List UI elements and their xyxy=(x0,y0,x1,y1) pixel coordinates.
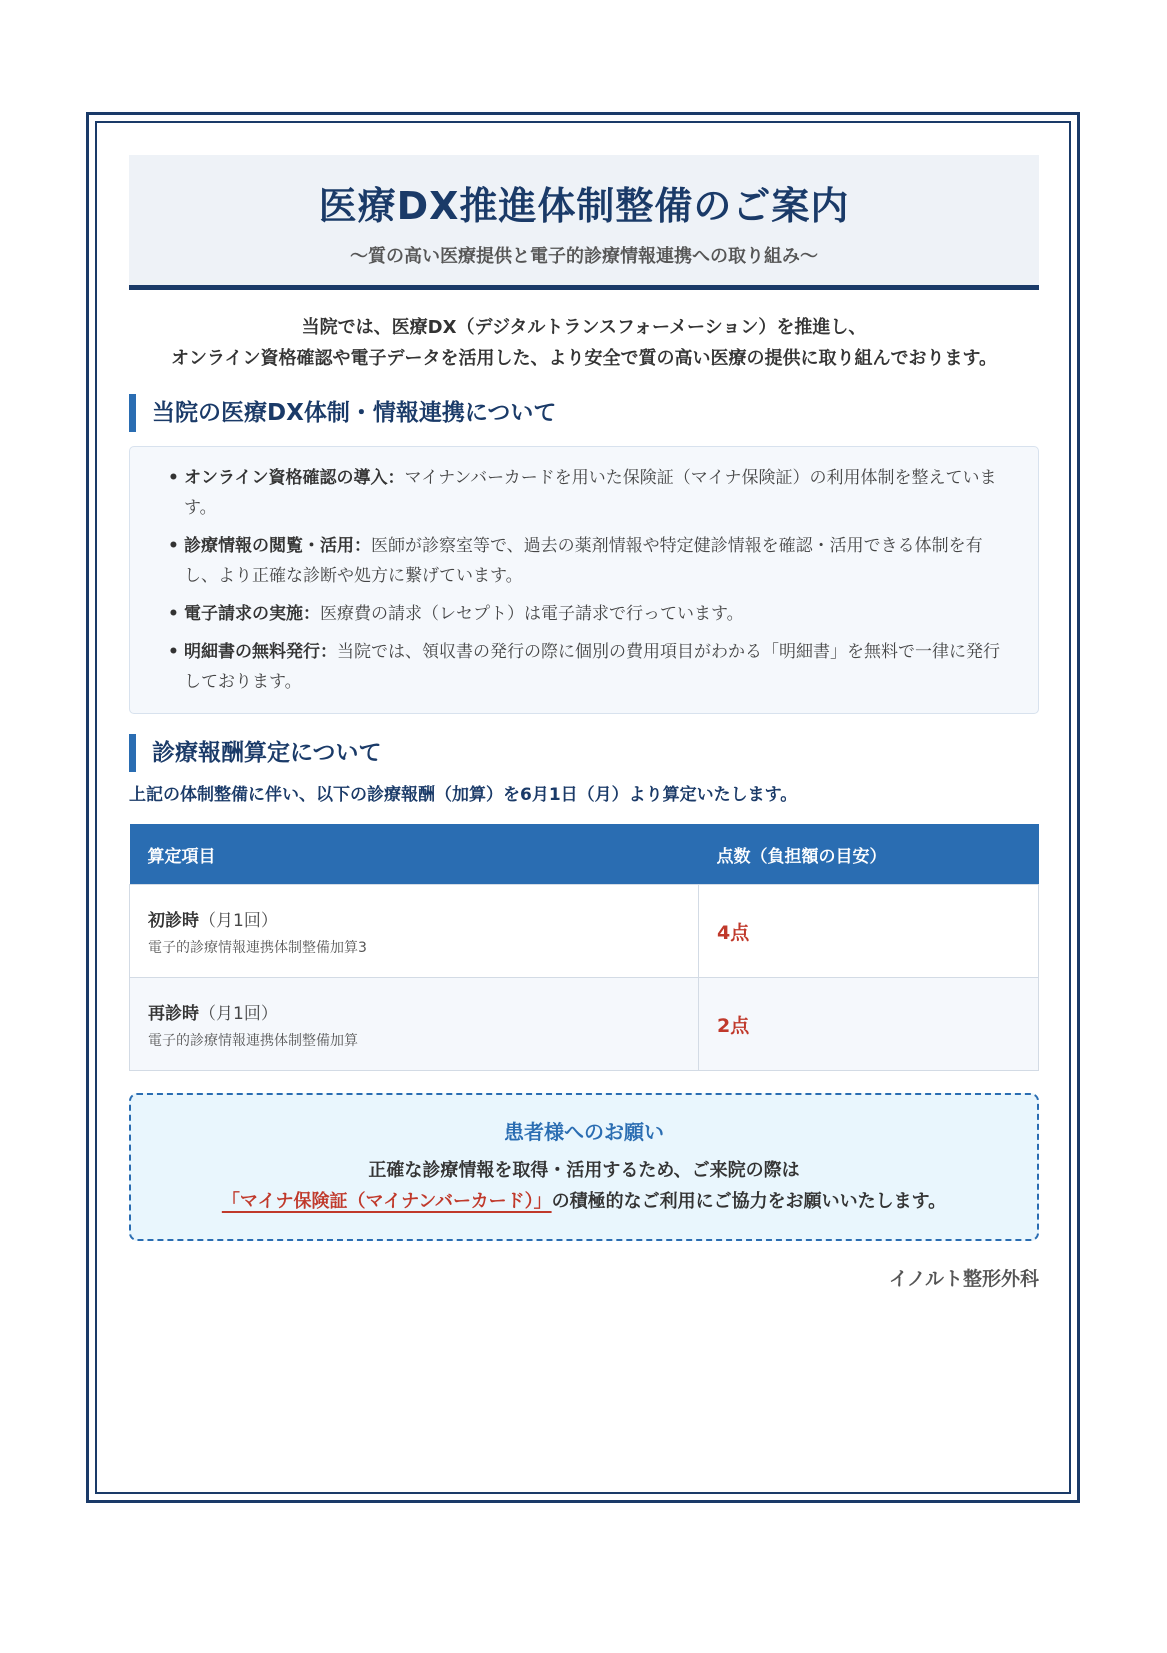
bullet-icon: • xyxy=(168,468,179,488)
document-content xyxy=(129,155,1039,1293)
list-item-lead: 明細書の無料発行： xyxy=(184,642,337,662)
list-item-lead: 診療情報の閲覧・活用： xyxy=(184,536,371,556)
dx-feature-list xyxy=(168,463,1000,697)
page-subtitle: 〜質の高い医療提供と電子的診療情報連携への取り組み〜 xyxy=(350,246,818,267)
fee-item-name: 初診時 xyxy=(148,910,199,931)
bullet-icon: • xyxy=(168,536,179,556)
page-title: 医療DX推進体制整備のご案内 xyxy=(318,184,850,228)
list-item-text: 当院では、領収書の発行の際に個別の費用項目がわかる「明細書」を無料で一律に発行しております。 xyxy=(184,642,1000,692)
fee-item-name: 再診時 xyxy=(148,1003,199,1024)
fee-item-subtitle: 電子的診療情報連携体制整備加算3 xyxy=(148,939,367,956)
list-item xyxy=(168,637,1000,697)
fee-points: 4点 xyxy=(717,921,750,944)
bullet-icon: • xyxy=(168,642,179,662)
section-heading-fees: 診療報酬算定について xyxy=(129,734,1039,772)
fee-table xyxy=(129,824,1039,1071)
fees-lead-sentence: 上記の体制整備に伴い、以下の診療報酬（加算）を6月1日（月）より算定いたします。 xyxy=(129,785,798,805)
table-header-row xyxy=(130,824,1039,885)
intro-line-2: オンライン資格確認や電子データを活用した、より安全で質の高い医療の提供に取り組んでおります。 xyxy=(170,348,997,369)
fee-points: 2点 xyxy=(717,1014,750,1037)
list-item xyxy=(168,531,1000,591)
table-cell-item xyxy=(130,885,699,978)
patient-request-box xyxy=(129,1093,1039,1241)
table-cell-points xyxy=(699,885,1039,978)
intro-paragraph xyxy=(129,312,1039,374)
bullet-icon: • xyxy=(168,604,179,624)
table-row xyxy=(130,885,1039,978)
column-header-points: 点数（負担額の目安） xyxy=(699,824,1039,885)
fee-item-note: （月1回） xyxy=(199,910,278,931)
list-item xyxy=(168,463,1000,523)
dx-info-box xyxy=(129,446,1039,714)
request-text xyxy=(167,1155,1001,1217)
request-line-2: の積極的なご利用にご協力をお願いいたします。 xyxy=(551,1191,947,1212)
list-item-lead: オンライン資格確認の導入： xyxy=(184,468,405,488)
request-emphasis: 「マイナ保険証（マイナンバーカード）」 xyxy=(221,1191,552,1212)
header-banner xyxy=(129,155,1039,290)
column-header-item: 算定項目 xyxy=(130,824,699,885)
intro-line-1: 当院では、医療DX（デジタルトランスフォーメーション）を推進し、 xyxy=(301,317,867,338)
list-item-text: 医師が診察室等で、過去の薬剤情報や特定健診情報を確認・活用できる体制を有し、より正確な診断や処方に繋げています。 xyxy=(184,536,983,586)
request-title: 患者様へのお願い xyxy=(504,1120,664,1144)
clinic-name: イノルト整形外科 xyxy=(888,1268,1039,1290)
section-heading-dx: 当院の医療DX体制・情報連携について xyxy=(129,394,1039,432)
list-item-lead: 電子請求の実施： xyxy=(184,604,320,624)
list-item xyxy=(168,599,1000,629)
table-row xyxy=(130,978,1039,1071)
list-item-text: 医療費の請求（レセプト）は電子請求で行っています。 xyxy=(320,604,744,624)
fee-item-subtitle: 電子的診療情報連携体制整備加算 xyxy=(148,1032,358,1049)
table-cell-item xyxy=(130,978,699,1071)
request-line-1: 正確な診療情報を取得・活用するため、ご来院の際は xyxy=(368,1160,800,1181)
fee-item-note: （月1回） xyxy=(199,1003,278,1024)
table-cell-points xyxy=(699,978,1039,1071)
list-item-text: マイナンバーカードを用いた保険証（マイナ保険証）の利用体制を整えています。 xyxy=(184,468,997,518)
